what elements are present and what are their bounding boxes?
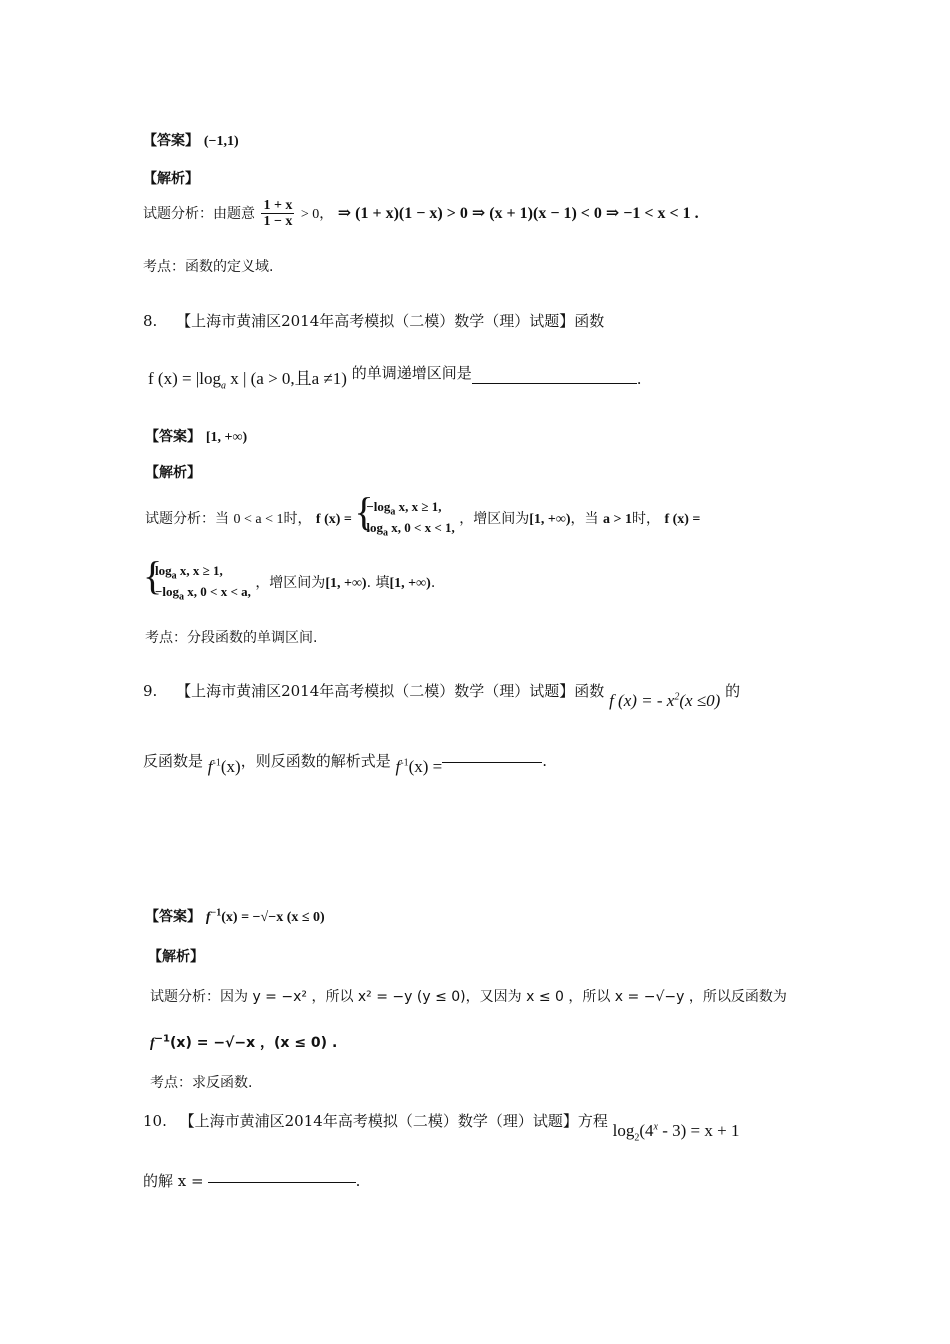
piecewise-1 — [356, 498, 454, 540]
analysis-line-9a: 试题分析：因为 y = −x² ，所以 x² = −y (y ≤ 0)，又因为 x ≤ 0 ，所以 x = −√−y ，所以反函数为 — [150, 989, 787, 1005]
answer-value: [1, +∞) — [205, 430, 248, 445]
piecewise-1-line-2: $\log_a x$, 0 < x < 1, — [366, 520, 455, 539]
end-text: . — [430, 575, 436, 592]
answer-value: $f^{-1}(x) = -√-x$ (x ≤ 0) — [205, 907, 325, 925]
answer-label: 【答案】 — [143, 133, 199, 149]
fraction-numerator: 1 + x — [263, 198, 293, 213]
answer-label: 【答案】 — [145, 909, 201, 925]
analysis-prefix: 试题分析：由题意 — [143, 205, 255, 222]
analysis-line-7 — [143, 198, 699, 230]
interval-3: [1, +∞) — [389, 576, 431, 592]
answer-blank — [442, 761, 542, 763]
analysis-line-8b — [145, 562, 435, 604]
question-source: 【上海市黄浦区2014年高考模拟（二模）数学（理）试题】函数 — [176, 682, 605, 700]
question-9-stem — [143, 750, 547, 777]
fraction-denominator: 1 − x — [263, 214, 293, 230]
interval-2: [1, +∞) — [325, 576, 367, 592]
answer-line-9 — [145, 906, 325, 926]
inverse-sup: −1 — [154, 1033, 171, 1045]
interval-1: [1, +∞) — [529, 512, 571, 528]
mid-text: ，增区间为 — [459, 511, 530, 528]
piecewise-2-line-2: $-\log_a$ x, 0 < x < a, — [155, 584, 251, 603]
question-number: 9. — [143, 682, 158, 700]
when-text-2: 时， — [631, 511, 660, 528]
inverse-function-2: $f^{-1}(x)$ = — [395, 757, 443, 776]
condition-2: a > 1 — [603, 512, 632, 528]
fraction — [261, 198, 294, 230]
stem-period: . — [636, 370, 642, 388]
analysis-label-8: 【解析】 — [145, 465, 201, 481]
stem-formula: f (x) = - $x^2(x \le 0)$ — [609, 691, 721, 710]
after-fraction: > 0， — [300, 206, 334, 222]
inequality-chain: ⇒ (1 + x)(1 − x) > 0 ⇒ (x + 1)(x − 1) < 0 ⇒ −1 < x < 1 . — [337, 204, 699, 222]
fx-eq: f (x) = — [315, 512, 352, 528]
stem-period: . — [355, 1172, 361, 1190]
piecewise-2 — [145, 562, 251, 604]
tail-text: ，增区间为 — [255, 575, 326, 592]
question-10-stem — [143, 1170, 360, 1191]
question-10-title — [143, 1110, 739, 1143]
answer-line-7 — [143, 130, 239, 150]
stem-text-b: ，则反函数的解析式是 — [240, 752, 391, 770]
answer-blank — [208, 1181, 356, 1183]
stem-formula: f $(x) = |\log_a$ x | (a > 0,且a ≠1) — [148, 369, 347, 392]
inverse-f: f — [150, 1036, 155, 1051]
piecewise-2-line-1: { $\log_a x$, x ≥ 1, — [155, 563, 223, 582]
question-number: 10. — [143, 1112, 167, 1130]
analysis-line-9b-rest: (x) = −√−x ，(x ≤ 0) . — [170, 1035, 338, 1051]
question-source: 【上海市黄浦区2014年高考模拟（二模）数学（理）试题】方程 — [179, 1112, 608, 1130]
analysis-label-7: 【解析】 — [143, 171, 199, 187]
keypoint-9: 考点：求反函数. — [150, 1075, 253, 1091]
mid-text-2: ，当 — [570, 511, 599, 528]
answer-blank — [472, 382, 637, 384]
inverse-function: $f^{-1}(x)$ — [207, 757, 241, 776]
question-8-title — [143, 310, 604, 331]
answer-value: (−1,1) — [203, 134, 239, 149]
answer-line-8 — [145, 426, 247, 446]
analysis-label-9: 【解析】 — [148, 949, 204, 965]
question-9-title — [143, 680, 740, 711]
keypoint-8: 考点：分段函数的单调区间. — [145, 630, 318, 646]
question-number: 8. — [143, 312, 158, 330]
stem-tail: 的 — [725, 682, 741, 700]
stem-text-a: 反函数是 — [143, 752, 204, 770]
fill-text: . 填 — [366, 575, 390, 592]
question-8-stem — [148, 362, 642, 391]
question-source: 【上海市黄浦区2014年高考模拟（二模）数学（理）试题】函数 — [176, 312, 605, 330]
fx-eq-2: f (x) = — [664, 512, 701, 528]
piecewise-1-line-1: { $-\log_a$ x, x ≥ 1, — [366, 499, 442, 518]
when-text: 时， — [283, 511, 312, 528]
stem-text: 的单调递增区间是 — [351, 364, 472, 382]
analysis-prefix: 试题分析：当 — [145, 511, 229, 528]
analysis-line-8a — [145, 498, 700, 540]
keypoint-7: 考点：函数的定义域. — [143, 259, 274, 275]
answer-label: 【答案】 — [145, 429, 201, 445]
stem-period: . — [542, 752, 548, 770]
stem-text: 的解 x = — [143, 1172, 204, 1190]
stem-formula: $\log_2(4^x - 3) = x + 1$ — [612, 1121, 740, 1144]
condition-1: 0 < a < 1 — [233, 512, 284, 528]
analysis-line-9b — [150, 1032, 337, 1052]
